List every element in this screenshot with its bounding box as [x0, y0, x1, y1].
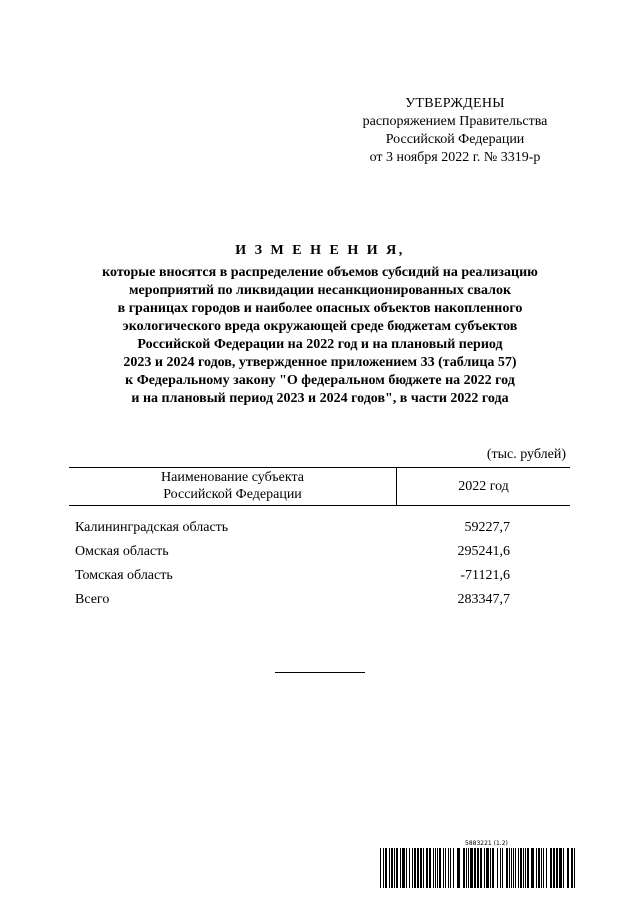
barcode-bar — [525, 848, 526, 888]
barcode-bar — [492, 848, 494, 888]
barcode-bar — [414, 848, 416, 888]
barcode-bar — [518, 848, 519, 888]
barcode-bar — [383, 848, 384, 888]
units-label: (тыс. рублей) — [486, 447, 566, 462]
barcode-bar — [429, 848, 431, 888]
row-subject: Омская область — [75, 544, 169, 559]
barcode-bar — [527, 848, 529, 888]
barcode-bar — [453, 848, 454, 888]
row-subject: Томская область — [75, 568, 173, 583]
barcode-bar — [523, 848, 524, 888]
barcode-bar — [531, 848, 534, 888]
barcode-bar — [538, 848, 540, 888]
subtitle-line: к Федеральному закону "О федеральном бюджете на 2022 год — [125, 373, 515, 388]
subtitle-line: и на плановый период 2023 и 2024 годов", в части 2022 года — [131, 391, 509, 406]
approval-line-3: от 3 ноября 2022 г. № 3319-р — [369, 150, 541, 165]
barcode-bar — [506, 848, 508, 888]
barcode-code: 5883221 (1.2) — [465, 840, 508, 847]
barcode-bar — [457, 848, 460, 888]
barcode-bar — [515, 848, 516, 888]
subtitle-line: которые вносятся в распределение объемов субсидий на реализацию — [102, 265, 538, 280]
barcode-bar — [380, 848, 381, 888]
barcode-bar — [385, 848, 387, 888]
end-divider — [275, 672, 365, 673]
barcode-bar — [443, 848, 444, 888]
barcode-bar — [490, 848, 491, 888]
barcode-bar — [546, 848, 547, 888]
barcode-bar — [567, 848, 569, 888]
header-subject-line-1: Наименование субъекта — [161, 470, 304, 485]
barcode-bar — [391, 848, 393, 888]
barcode-bar — [553, 848, 555, 888]
barcode-bar — [435, 848, 436, 888]
subtitle-line: в границах городов и наиболее опасных объектов накопленного — [117, 301, 523, 316]
barcode-bar — [445, 848, 446, 888]
subsidy-table — [69, 467, 570, 612]
barcode-bar — [486, 848, 489, 888]
barcode-bar — [536, 848, 537, 888]
barcode-bar — [400, 848, 401, 888]
barcode-bar — [543, 848, 544, 888]
barcode-bar — [417, 848, 419, 888]
barcode-bar — [509, 848, 510, 888]
barcode-bar — [474, 848, 476, 888]
barcode-bar — [556, 848, 558, 888]
barcode-bar — [500, 848, 501, 888]
barcode-bar — [426, 848, 428, 888]
row-value: -71121,6 — [460, 568, 510, 583]
header-subject — [69, 468, 397, 505]
subtitle-line: мероприятий по ликвидации несанкционированных свалок — [128, 283, 512, 298]
header-year: 2022 год — [458, 479, 509, 494]
barcode-bar — [520, 848, 522, 888]
barcode-bar — [470, 848, 473, 888]
barcode-bar — [511, 848, 512, 888]
approval-heading: УТВЕРЖДЕНЫ — [405, 96, 505, 111]
barcode-bar — [513, 848, 514, 888]
barcode-bar — [409, 848, 410, 888]
barcode-bar — [574, 848, 575, 888]
barcode-bar — [484, 848, 485, 888]
approval-line-2: Российской Федерации — [385, 132, 525, 147]
document-title: И З М Е Н Е Н И Я, — [235, 243, 405, 258]
row-subject: Всего — [75, 592, 110, 607]
barcode-bar — [468, 848, 469, 888]
barcode-bar — [423, 848, 424, 888]
approval-block — [330, 95, 580, 167]
barcode-bar — [497, 848, 498, 888]
table-row-total — [69, 588, 570, 612]
table-row — [69, 540, 570, 564]
barcode-bar — [550, 848, 552, 888]
barcode-bar — [466, 848, 467, 888]
barcode-bar — [420, 848, 422, 888]
subtitle-line: Российской Федерации на 2022 год и на плановый период — [137, 337, 503, 352]
barcode-bar — [450, 848, 451, 888]
barcode-bar — [480, 848, 482, 888]
approval-line-1: распоряжением Правительства — [362, 114, 548, 129]
table-row — [69, 564, 570, 588]
barcode-bar — [502, 848, 503, 888]
document-subtitle — [70, 264, 570, 408]
barcode-bar — [433, 848, 434, 888]
barcode-bar — [477, 848, 479, 888]
barcode-block — [380, 840, 575, 890]
table-body — [69, 516, 570, 612]
header-subject-line-2: Российской Федерации — [163, 487, 302, 502]
row-value: 59227,7 — [464, 520, 510, 535]
barcode-bar — [402, 848, 405, 888]
barcode-bar — [394, 848, 395, 888]
row-subject: Калининградская область — [75, 520, 229, 535]
barcode-bar — [389, 848, 390, 888]
barcode-bar — [541, 848, 542, 888]
barcode-bar — [463, 848, 465, 888]
barcode-image — [380, 848, 575, 888]
barcode-bar — [412, 848, 413, 888]
table-header — [69, 467, 570, 506]
barcode-bar — [559, 848, 562, 888]
barcode-bar — [437, 848, 438, 888]
barcode-bar — [563, 848, 564, 888]
barcode-bar — [571, 848, 573, 888]
table-row — [69, 516, 570, 540]
barcode-bar — [406, 848, 407, 888]
row-value: 283347,7 — [457, 592, 510, 607]
barcode-bar — [439, 848, 441, 888]
subtitle-line: 2023 и 2024 годов, утвержденное приложением 33 (таблица 57) — [123, 355, 517, 370]
barcode-bar — [448, 848, 449, 888]
barcode-bar — [396, 848, 398, 888]
subtitle-line: экологического вреда окружающей среде бюджетам субъектов — [122, 319, 518, 334]
row-value: 295241,6 — [457, 544, 510, 559]
